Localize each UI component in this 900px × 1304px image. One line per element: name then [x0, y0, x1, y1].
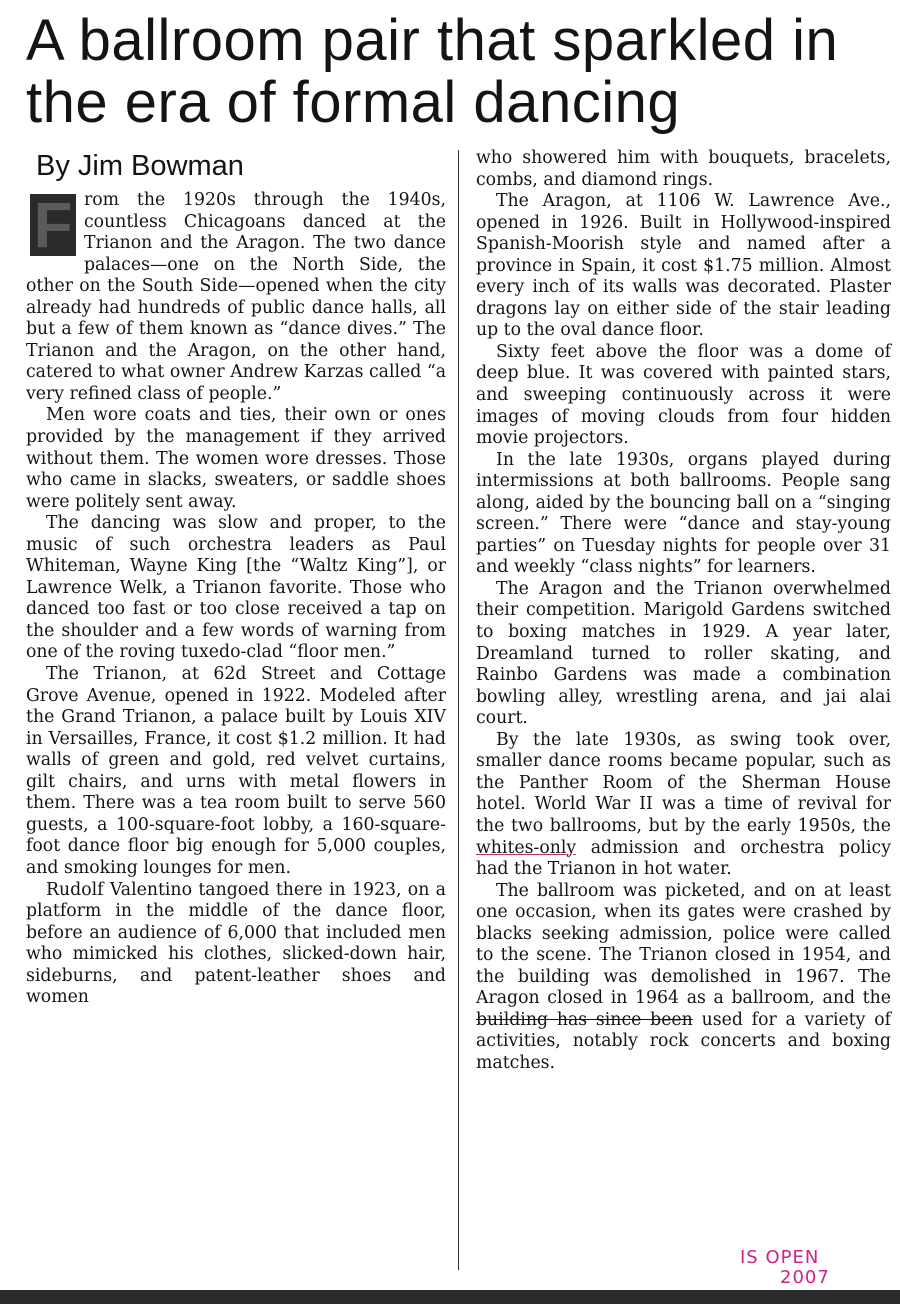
paragraph: The Aragon, at 1106 W. Lawrence Ave., opened in 1926. Built in Hollywood-inspired Spanish-Moorish style and named after a province in Spain, it cost $1.75 million. Almost every inch of its walls was decorated. Plaster dragons lay on either side of the stair leading up to the oval dance floor.	[476, 191, 891, 341]
paragraph: The Trianon, at 62d Street and Cottage Grove Avenue, opened in 1922. Modeled after the Grand Trianon, a palace built by Louis XIV in Versailles, France, it cost $1.2 million. It had walls of green and gold, red velvet curtains, gilt chairs, and urns with metal flowers in them. There was a tea room built to serve 560 guests, a 100-square-foot lobby, a 160-square-foot dance floor big enough for 5,000 couples, and smoking lounges for men.	[26, 664, 446, 878]
column-divider	[458, 150, 459, 1270]
underlined-phrase: whites-only	[476, 837, 577, 858]
right-column	[476, 148, 891, 1075]
paragraph: rom the 1920s through the 1940s, countless Chicagoans danced at the Trianon and the Aragon. The two dance palaces—one on the North Side, the other on the South Side—opened when the city already had hundreds of public dance halls, all but a few of them known as “dance dives.” The Trianon and the Aragon, on the other hand, catered to what owner Andrew Karzas called “a very refined class of people.”	[26, 190, 446, 404]
paragraph: Men wore coats and ties, their own or ones provided by the management if they arrived without them. The women wore dresses. Those who came in slacks, sweaters, or saddle shoes were politely sent away.	[26, 405, 446, 512]
paragraph: In the late 1930s, organs played during intermissions at both ballrooms. People sang along, aided by the bouncing ball on a “singing screen.” There were “dance and stay-young parties” on Tuesday nights for people over 31 and weekly “class nights” for learners.	[476, 449, 891, 578]
drop-cap: F	[30, 194, 76, 256]
handwritten-note	[740, 1248, 890, 1288]
left-column	[26, 190, 446, 1009]
headline: A ballroom pair that sparkled in the era of formal dancing	[26, 8, 839, 135]
byline: By Jim Bowman	[36, 150, 244, 182]
paragraph-continuation: who showered him with bouquets, bracelets, combs, and diamond rings.	[476, 148, 891, 190]
paragraph	[476, 881, 891, 1075]
paragraph: The Aragon and the Trianon overwhelmed their competition. Marigold Gardens switched to boxing matches in 1929. A year later, Dreamland turned to roller skating, and Rainbo Gardens was made a combination bowling alley, wrestling arena, and jai alai court.	[476, 578, 891, 729]
text-run: The ballroom was picketed, and on at least one occasion, when its gates were crashed by blacks seeking admission, police were called to the scene. The Trianon closed in 1954, and the building was demolished in 1967. The Aragon closed in 1964 as a ballroom, and the	[476, 880, 891, 1009]
text-run: used for a variety of activities, notably rock concerts and boxing matches.	[476, 1009, 891, 1073]
paragraph: The dancing was slow and proper, to the music of such orchestra leaders as Paul Whiteman, Wayne King [the “Waltz King”], or Lawrence Welk, a Trianon favorite. Those who danced too fast or too close received a tap on the shoulder and a few words of warning from one of the roving tuxedo-clad “floor men.”	[26, 513, 446, 663]
paragraph: Rudolf Valentino tangoed there in 1923, on a platform in the middle of the dance floor, before an audience of 6,000 that included men who mimicked his clothes, slicked-down hair, sideburns, and patent-leather shoes and women	[26, 879, 446, 1008]
scan-edge-bar	[0, 1290, 900, 1304]
paragraph: Sixty feet above the floor was a dome of deep blue. It was covered with painted stars, and sweeping continuously across it were images of moving clouds from four hidden movie projectors.	[476, 341, 891, 449]
struck-phrase: building has since been	[476, 1009, 693, 1030]
handwritten-line: IS OPEN	[740, 1247, 820, 1268]
paragraph	[476, 730, 891, 881]
handwritten-line: 2007	[780, 1267, 830, 1288]
text-run: By the late 1930s, as swing took over, smaller dance rooms became popular, such as the Panther Room of the Sherman House hotel. World War II was a time of revival for the two ballrooms, but by the early 1950s, the	[476, 729, 891, 836]
text-run: admission and orchestra policy had the Trianon in hot water.	[476, 837, 891, 880]
